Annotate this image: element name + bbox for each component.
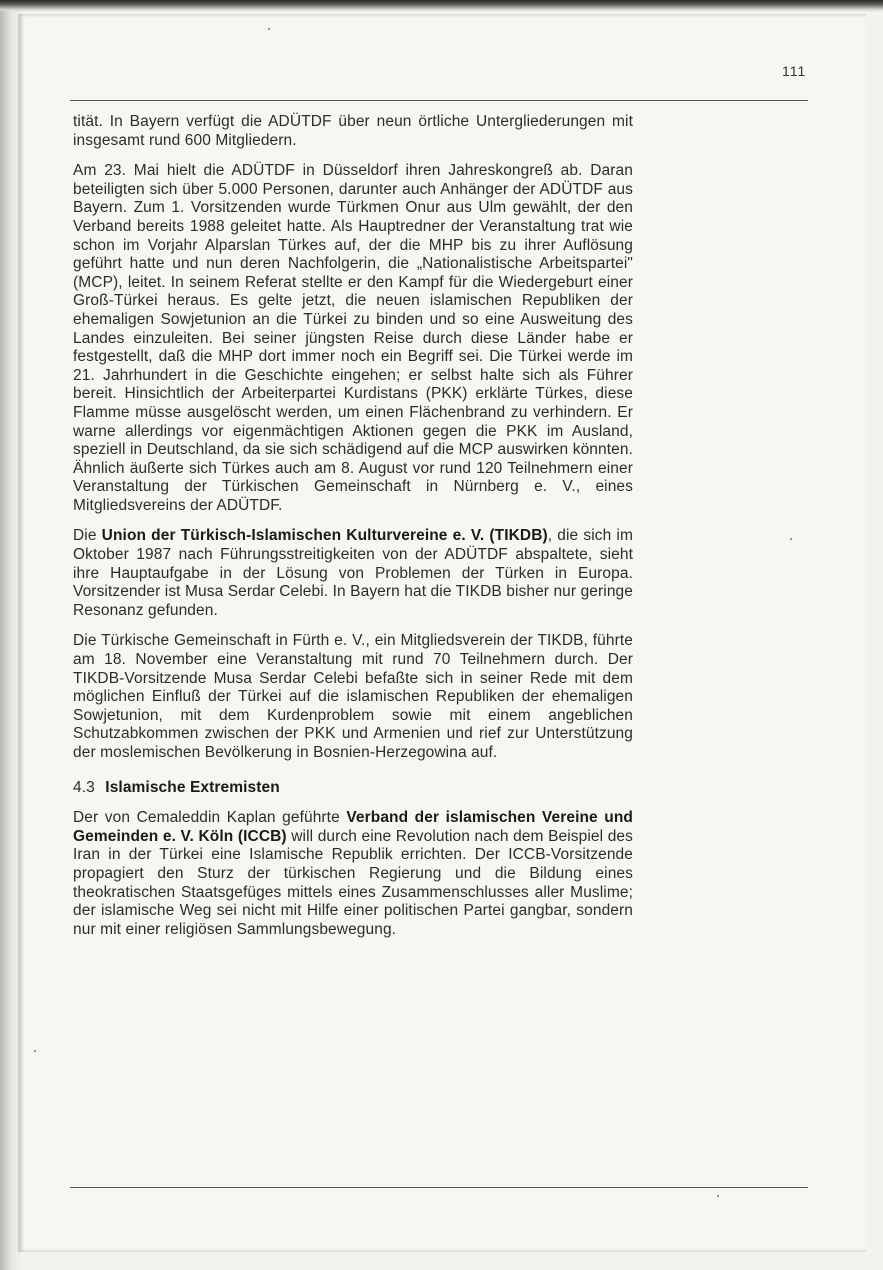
scan-speck: [790, 538, 792, 540]
header-rule: [70, 100, 808, 101]
page-body: [73, 113, 633, 939]
scan-speck: [34, 1050, 36, 1052]
section-heading: [73, 779, 633, 798]
footer-rule: [70, 1187, 808, 1188]
top-edge-shadow: [0, 0, 883, 12]
paragraph-annual-congress: Am 23. Mai hielt die ADÜTDF in Düsseldorf ihren Jahreskongreß ab. Daran beteiligten sich über 5.000 Personen, darunter auch Anhänger der ADÜTDF aus Bayern. Zum 1. Vorsitzenden wurde Türkmen Onur aus Ulm gewählt, der den Verband bereits 1988 geleitet hatte. Als Hauptredner der Veranstaltung trat wie schon im Vorjahr Alparslan Türkes auf, der die MHP bis zu ihrer Auflösung geführt hatte und nun deren Nachfolgerin, die „Nationalistische Arbeitspartei" (MCP), leitet. In seinem Referat stellte er den Kampf für die Wiedergeburt einer Groß-Türkei heraus. Es gelte jetzt, die neuen islamischen Republiken der ehemaligen Sowjetunion an die Türkei zu binden und so eine Ausweitung des Landes einzuleiten. Bei seiner jüngsten Reise durch diese Länder habe er festgestellt, daß die MHP dort immer noch ein Begriff sei. Die Türkei werde im 21. Jahrhundert in die Geschichte eingehen; er selbst halte sich als Führer bereit. Hinsichtlich der Arbeiterpartei Kurdistans (PKK) erklärte Türkes, diese Flamme müsse ausgelöscht werden, um einen Flächenbrand zu verhindern. Er warne allerdings vor eigenmächtigen Aktionen gegen die PKK im Ausland, speziell in Deutschland, da sie sich schädigend auf die MCP auswirken könnten. Ähnlich äußerte sich Türkes auch am 8. August vor rund 120 Teilnehmern einer Veranstaltung der Türkischen Gemeinschaft in Nürnberg e. V., eines Mitgliedsvereins der ADÜTDF.: [73, 162, 633, 514]
paragraph-tikdb-pre: Die: [73, 527, 102, 545]
scan-speck: [268, 28, 270, 30]
paragraph-membership: tität. In Bayern verfügt die ADÜTDF über neun örtliche Untergliederungen mit insgesamt rund 600 Mitgliedern.: [73, 113, 633, 149]
paragraph-iccb-pre: Der von Cemaleddin Kaplan geführte: [73, 809, 347, 827]
organization-name-tikdb: Union der Türkisch-Islamischen Kulturvereine e. V. (TIKDB): [101, 527, 548, 545]
binding-edge-shadow: [0, 0, 22, 1270]
paragraph-tikdb-post: , die sich im Oktober 1987 nach Führungsstreitigkeiten von der ADÜTDF abspaltete, sieht ihre Hauptaufgabe in der Lösung von Problemen der Türken in Europa. Vorsitzender ist Musa Serdar Celebi. In Bayern hat die TIKDB bisher nur geringe Resonanz gefunden.: [73, 527, 633, 619]
section-number: 4.3: [73, 778, 95, 796]
page-number: 111: [782, 63, 807, 79]
paragraph-iccb-post: will durch eine Revolution nach dem Beispiel des Iran in der Türkei eine Islamische Republik errichten. Der ICCB-Vorsitzende propagiert den Sturz der türkischen Regierung und die Bildung eines theokratischen Staatsgefüges mittels eines Zusammenschlusses aller Muslime; der islamische Weg sei nicht mit Hilfe einer politischen Partei gangbar, sondern nur mit einer religiösen Sammlungsbewegung.: [73, 827, 633, 938]
paragraph-tikdb: [73, 527, 633, 620]
paragraph-iccb: [73, 809, 633, 939]
scan-speck: [717, 1195, 719, 1197]
section-title: Islamische Extremisten: [105, 778, 280, 796]
organization-name-iccb: Verband der islamischen Vereine und Gemeinden e. V. Köln (ICCB): [73, 809, 633, 845]
paragraph-fuerth-event: Die Türkische Gemeinschaft in Fürth e. V., ein Mitgliedsverein der TIKDB, führte am 18. November eine Veranstaltung mit rund 70 Teilnehmern durch. Der TIKDB-Vorsitzende Musa Serdar Celebi befaßte sich in seiner Rede mit dem möglichen Einfluß der Türkei auf die islamischen Republiken der ehemaligen Sowjetunion, mit dem Kurdenproblem sowie mit einem angeblichen Schutzabkommen zwischen der PKK und Armenien und rief zur Unterstützung der moslemischen Bevölkerung in Bosnien-Herzegowina auf.: [73, 632, 633, 761]
